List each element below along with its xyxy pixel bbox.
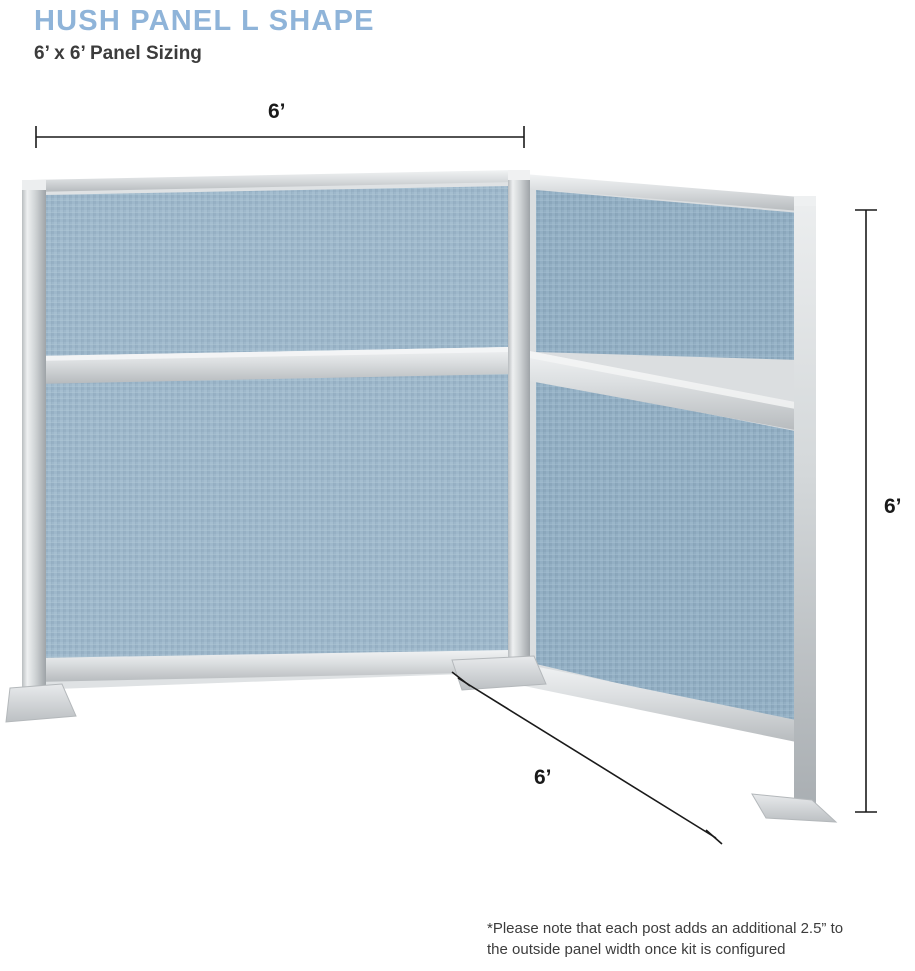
page-title: HUSH PANEL L SHAPE bbox=[34, 5, 375, 37]
post-left-cap bbox=[22, 180, 46, 190]
footnote bbox=[487, 918, 887, 960]
dimension-label-right: 6’ bbox=[884, 495, 902, 518]
post-left bbox=[22, 180, 46, 688]
post-right bbox=[794, 196, 816, 810]
left-wing-lower-panel bbox=[44, 366, 508, 676]
dimension-line-top bbox=[36, 126, 524, 148]
footnote-line-2: the outside panel width once kit is configured bbox=[487, 941, 786, 958]
post-corner-cap bbox=[508, 170, 530, 180]
footnote-line-1: *Please note that each post adds an additional 2.5” to bbox=[487, 920, 844, 937]
right-wing-upper-panel bbox=[536, 190, 800, 360]
dimension-line-right bbox=[855, 210, 877, 812]
dimension-label-top: 6’ bbox=[268, 100, 286, 123]
post-right-cap bbox=[794, 196, 816, 206]
left-wing-upper-panel bbox=[44, 186, 508, 364]
dimension-label-bottom: 6’ bbox=[534, 766, 552, 789]
post-left-base bbox=[6, 684, 76, 722]
page-subtitle: 6’ x 6’ Panel Sizing bbox=[34, 43, 202, 64]
post-right-base bbox=[752, 794, 836, 822]
post-corner-base bbox=[452, 656, 546, 690]
post-corner bbox=[508, 170, 530, 678]
